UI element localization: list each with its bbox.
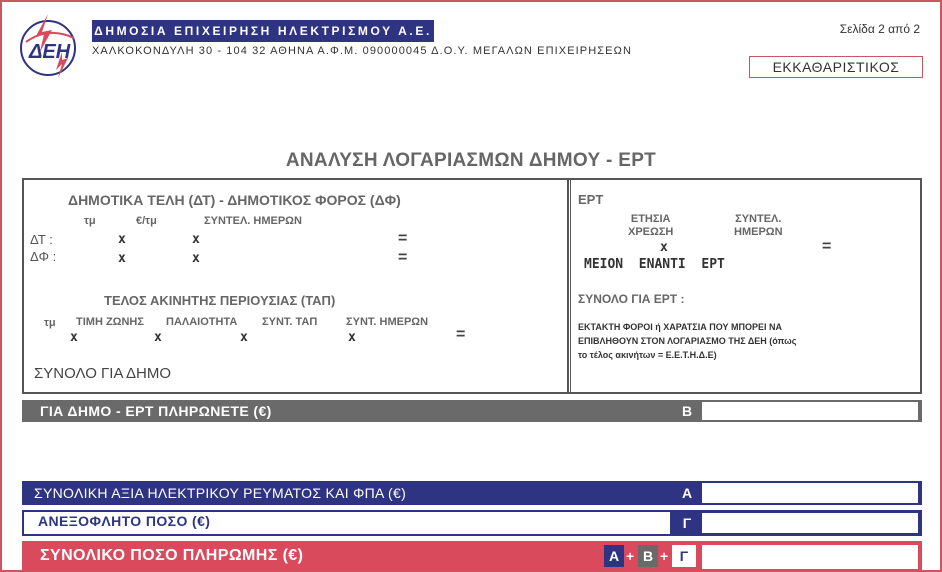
multiply-sign: x [154, 330, 162, 345]
row-df-label: ΔΦ : [30, 249, 57, 264]
letter-a-chip: Α [604, 545, 624, 567]
grand-total-amount [702, 545, 918, 569]
col-age-label: ΠΑΛΑΙΟΤΗΤΑ [166, 316, 238, 328]
letter-b-chip: Β [638, 545, 658, 567]
analysis-divider [567, 178, 571, 394]
multiply-sign: x [70, 330, 78, 345]
plus-sign: + [660, 548, 669, 564]
grand-total-label: ΣΥΝΟΛΙΚΟ ΠΟΣΟ ΠΛΗΡΩΜΗΣ (€) [22, 541, 602, 571]
col-days-label: ΣΥΝΤΕΛ. ΗΜΕΡΩΝ [734, 213, 783, 238]
extra-taxes-note-2: ΕΠΙΒΛΗΘΟΥΝ ΣΤΟΝ ΛΟΓΑΡΙΑΣΜΟ ΤΗΣ ΔΕΗ (όπως [578, 336, 797, 346]
plus-sign: + [626, 548, 635, 564]
col-zone-price-label: ΤΙΜΗ ΖΩΝΗΣ [76, 316, 144, 328]
multiply-sign: x [118, 251, 126, 266]
analysis-box [22, 178, 922, 394]
multiply-sign: x [348, 330, 356, 345]
col-annual-charge-label: ΕΤΗΣΙΑ ΧΡΕΩΣΗ [628, 213, 674, 238]
multiply-sign: x [118, 232, 126, 247]
multiply-sign: x [192, 251, 200, 266]
property-tax-heading: ΤΕΛΟΣ ΑΚΙΝΗΤΗΣ ΠΕΡΙΟΥΣΙΑΣ (ΤΑΠ) [104, 293, 336, 308]
equals-sign: = [398, 249, 408, 266]
minus-ert-label: ΜΕΙΟΝ ΕΝΑΝΤΙ ΕΡΤ [584, 257, 725, 272]
extra-taxes-note-3: το τέλος ακινήτων = Ε.Ε.Τ.Η.Δ.Ε) [578, 350, 717, 360]
dei-logo [18, 12, 80, 78]
multiply-sign: x [192, 232, 200, 247]
bill-type-badge: ΕΚΚΑΘΑΡΙΣΤΙΚΟΣ [749, 56, 923, 78]
unpaid-amount [702, 513, 918, 533]
col-days-label: ΣΥΝΤ. ΗΜΕΡΩΝ [346, 316, 429, 328]
unpaid-label: ΑΝΕΞΟΦΛΗΤΟ ΠΟΣΟ (€) [38, 513, 211, 529]
company-address: ΧΑΛΚΟΚΟΝΔΥΛΗ 30 - 104 32 ΑΘΗΝΑ Α.Φ.Μ. 090000045 Δ.Ο.Υ. ΜΕΓΑΛΩΝ ΕΠΙΧΕΙΡΗΣΕΩΝ [92, 45, 632, 57]
letter-a-box: Α [681, 485, 693, 501]
ert-heading: ΕΡΤ [578, 192, 604, 207]
col-days-label: ΣΥΝΤΕΛ. ΗΜΕΡΩΝ [204, 215, 302, 227]
ert-total-label: ΣΥΝΟΛΟ ΓΙΑ ΕΡΤ : [578, 292, 685, 306]
equals-sign: = [822, 238, 832, 255]
letter-b-box: Β [681, 403, 693, 419]
electricity-total-label: ΣΥΝΟΛΙΚΗ ΑΞΙΑ ΗΛΕΚΤΡΙΚΟΥ ΡΕΥΜΑΤΟΣ ΚΑΙ ΦΠΑ (€) [22, 481, 672, 505]
municipal-total-label: ΣΥΝΟΛΟ ΓΙΑ ΔΗΜΟ [34, 365, 172, 382]
municipal-ert-amount [702, 402, 918, 420]
col-tap-label: ΣΥΝΤ. ΤΑΠ [262, 316, 318, 328]
col-sqm-label: τμ [44, 317, 56, 329]
row-dt-label: ΔΤ : [30, 232, 53, 247]
multiply-sign: x [660, 240, 668, 255]
extra-taxes-note-1: ΕΚΤΑΚΤΗ ΦΟΡΟΙ ή ΧΑΡΑΤΣΙΑ ΠΟΥ ΜΠΟΡΕΙ ΝΑ [578, 322, 782, 332]
municipal-ert-payment-label: ΓΙΑ ΔΗΜΟ - ΕΡΤ ΠΛΗΡΩΝΕΤΕ (€) [22, 400, 672, 422]
col-sqm-label: τμ [84, 215, 96, 227]
equals-sign: = [398, 230, 408, 247]
company-name: ΔΗΜΟΣΙΑ ΕΠΙΧΕΙΡΗΣΗ ΗΛΕΚΤΡΙΣΜΟΥ Α.Ε. [92, 20, 434, 42]
letter-g-chip: Γ [672, 545, 696, 567]
equals-sign: = [456, 326, 466, 343]
page-number: Σελίδα 2 από 2 [839, 22, 920, 36]
page-title: ΑΝΑΛΥΣΗ ΛΟΓΑΡΙΑΣΜΩΝ ΔΗΜΟΥ - ΕΡΤ [285, 150, 657, 171]
electricity-total-amount [702, 483, 918, 503]
municipal-heading: ΔΗΜΟΤΙΚΑ ΤΕΛΗ (ΔΤ) - ΔΗΜΟΤΙΚΟΣ ΦΟΡΟΣ (ΔΦ) [68, 192, 401, 208]
logo-lettering: ΔΕΗ [29, 41, 71, 63]
col-eur-sqm-label: €/τμ [136, 215, 157, 227]
multiply-sign: x [240, 330, 248, 345]
letter-g-box: Γ [682, 515, 692, 531]
